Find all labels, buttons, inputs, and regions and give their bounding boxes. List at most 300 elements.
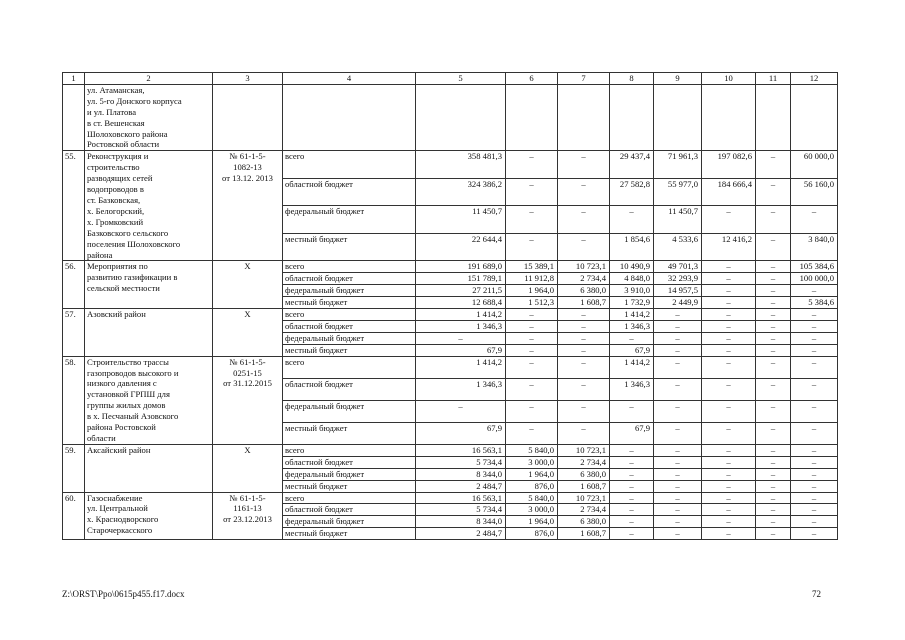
text-line: в ст. Вешенская — [87, 117, 145, 128]
amount-cell: – — [610, 468, 654, 480]
amount-cell: 3 000,0 — [506, 456, 558, 468]
budget-table — [62, 72, 838, 540]
amount-cell: – — [506, 151, 558, 179]
empty-cell — [506, 84, 558, 150]
amount-cell: 1 414,2 — [610, 309, 654, 321]
amount-cell: 5 734,4 — [416, 456, 506, 468]
amount-cell: 1 346,3 — [610, 378, 654, 400]
text-line: № 61-1-5- — [229, 356, 266, 367]
amount-cell: 6 380,0 — [558, 468, 610, 480]
row-number-cell: 56. — [63, 261, 85, 309]
amount-cell: 324 386,2 — [416, 178, 506, 206]
amount-cell: 67,9 — [610, 422, 654, 444]
amount-cell: – — [654, 444, 702, 456]
funding-source-cell: областной бюджет — [283, 456, 416, 468]
amount-cell: – — [756, 378, 791, 400]
amount-cell: 1 414,2 — [416, 309, 506, 321]
amount-cell: 6 380,0 — [558, 516, 610, 528]
funding-source-cell: всего — [283, 261, 416, 273]
amount-cell: – — [610, 504, 654, 516]
amount-cell: – — [506, 332, 558, 344]
amount-cell: 6 380,0 — [558, 285, 610, 297]
empty-cell — [654, 84, 702, 150]
text-line: в х. Песчаный Азовского — [87, 411, 179, 422]
amount-cell: – — [702, 309, 756, 321]
amount-cell: 10 723,1 — [558, 492, 610, 504]
funding-source-cell: федеральный бюджет — [283, 206, 416, 234]
text-line: Газоснабжение — [87, 492, 143, 503]
amount-cell: 16 563,1 — [416, 444, 506, 456]
amount-cell: – — [558, 320, 610, 332]
amount-cell: – — [506, 378, 558, 400]
text-line: установкой ГРПШ для — [87, 389, 170, 400]
text-line: Ростовской области — [87, 139, 160, 150]
amount-cell: – — [654, 468, 702, 480]
amount-cell: 29 437,4 — [610, 151, 654, 179]
amount-cell: – — [791, 206, 838, 234]
header-row — [63, 73, 838, 85]
text-line: № 61-1-5- — [229, 492, 266, 503]
text-line: от 23.12.2013 — [223, 514, 272, 525]
amount-cell: – — [702, 285, 756, 297]
funding-source-cell: местный бюджет — [283, 480, 416, 492]
amount-cell: – — [756, 332, 791, 344]
table-row — [63, 444, 838, 456]
amount-cell: – — [791, 344, 838, 356]
amount-cell: 27 211,5 — [416, 285, 506, 297]
amount-cell: – — [654, 480, 702, 492]
amount-cell: – — [702, 261, 756, 273]
continuation-row — [63, 84, 838, 150]
text-line: Аксайский район — [87, 444, 151, 455]
table-row — [63, 356, 838, 378]
text-line: 1161-13 — [233, 503, 262, 514]
column-number-cell: 8 — [610, 73, 654, 85]
amount-cell: – — [702, 468, 756, 480]
amount-cell: – — [558, 233, 610, 261]
amount-cell: 2 734,4 — [558, 456, 610, 468]
funding-source-cell: областной бюджет — [283, 320, 416, 332]
amount-cell: – — [654, 516, 702, 528]
amount-cell: 1 964,0 — [506, 468, 558, 480]
amount-cell: 1 608,7 — [558, 528, 610, 540]
amount-cell: 2 484,7 — [416, 480, 506, 492]
amount-cell: 1 414,2 — [416, 356, 506, 378]
amount-cell: 3 910,0 — [610, 285, 654, 297]
text-line: низкого давления с — [87, 378, 157, 389]
text-line: 0251-15 — [233, 367, 262, 378]
amount-cell: – — [654, 422, 702, 444]
funding-source-cell: федеральный бюджет — [283, 400, 416, 422]
amount-cell: – — [702, 422, 756, 444]
amount-cell: 8 344,0 — [416, 468, 506, 480]
amount-cell: – — [791, 504, 838, 516]
text-line: Азовский район — [87, 309, 146, 320]
amount-cell: – — [654, 456, 702, 468]
amount-cell: – — [506, 400, 558, 422]
amount-cell: – — [791, 444, 838, 456]
amount-cell: 12 416,2 — [702, 233, 756, 261]
amount-cell: – — [702, 206, 756, 234]
funding-source-cell: областной бюджет — [283, 378, 416, 400]
amount-cell: 151 789,1 — [416, 273, 506, 285]
amount-cell: 71 961,3 — [654, 151, 702, 179]
amount-cell: 197 082,6 — [702, 151, 756, 179]
amount-cell: 4 533,6 — [654, 233, 702, 261]
amount-cell: – — [702, 297, 756, 309]
amount-cell: – — [558, 206, 610, 234]
amount-cell: 11 450,7 — [654, 206, 702, 234]
amount-cell: – — [756, 456, 791, 468]
funding-source-cell: всего — [283, 356, 416, 378]
amount-cell: – — [756, 356, 791, 378]
amount-cell: – — [702, 344, 756, 356]
amount-cell: – — [654, 528, 702, 540]
amount-cell: – — [756, 422, 791, 444]
project-name-cell — [85, 444, 213, 492]
amount-cell: 60 000,0 — [791, 151, 838, 179]
amount-cell: 22 644,4 — [416, 233, 506, 261]
amount-cell: – — [654, 504, 702, 516]
amount-cell: – — [756, 309, 791, 321]
amount-cell: 5 840,0 — [506, 444, 558, 456]
amount-cell: – — [654, 344, 702, 356]
row-number-cell: 57. — [63, 309, 85, 357]
amount-cell: – — [702, 504, 756, 516]
amount-cell: – — [756, 468, 791, 480]
text-line: х. Громковский — [87, 216, 144, 227]
amount-cell: – — [756, 480, 791, 492]
amount-cell: 67,9 — [610, 344, 654, 356]
column-number-cell: 2 — [85, 73, 213, 85]
document-cell — [213, 356, 283, 444]
amount-cell: 184 666,4 — [702, 178, 756, 206]
text-line: области — [87, 433, 116, 443]
amount-cell: 5 384,6 — [791, 297, 838, 309]
amount-cell: – — [558, 151, 610, 179]
amount-cell: 2 734,4 — [558, 273, 610, 285]
column-number-cell: 4 — [283, 73, 416, 85]
amount-cell: 10 723,1 — [558, 261, 610, 273]
amount-cell: 1 346,3 — [610, 320, 654, 332]
amount-cell: 1 512,3 — [506, 297, 558, 309]
amount-cell: 67,9 — [416, 422, 506, 444]
document-cell — [213, 261, 283, 309]
project-name-cell — [85, 261, 213, 309]
amount-cell: 1 414,2 — [610, 356, 654, 378]
amount-cell: – — [654, 378, 702, 400]
amount-cell: 11 912,8 — [506, 273, 558, 285]
amount-cell: – — [610, 206, 654, 234]
empty-cell — [213, 84, 283, 150]
empty-cell — [702, 84, 756, 150]
amount-cell: – — [702, 480, 756, 492]
funding-source-cell: всего — [283, 492, 416, 504]
amount-cell: – — [654, 309, 702, 321]
amount-cell: – — [702, 492, 756, 504]
text-line: Мероприятия по — [87, 261, 148, 272]
text-line: Реконструкция и — [87, 151, 149, 162]
amount-cell: 1 732,9 — [610, 297, 654, 309]
amount-cell: – — [506, 178, 558, 206]
amount-cell: – — [702, 356, 756, 378]
amount-cell: – — [610, 516, 654, 528]
empty-cell — [791, 84, 838, 150]
amount-cell: – — [756, 444, 791, 456]
amount-cell: 1 346,3 — [416, 378, 506, 400]
amount-cell: – — [506, 320, 558, 332]
amount-cell: 1 964,0 — [506, 285, 558, 297]
column-number-cell: 11 — [756, 73, 791, 85]
funding-source-cell: областной бюджет — [283, 178, 416, 206]
column-number-cell: 10 — [702, 73, 756, 85]
text-line: и ул. Платова — [87, 106, 137, 117]
amount-cell: – — [610, 332, 654, 344]
amount-cell: – — [558, 422, 610, 444]
amount-cell: – — [791, 456, 838, 468]
amount-cell: – — [558, 178, 610, 206]
amount-cell: – — [506, 422, 558, 444]
amount-cell: – — [416, 332, 506, 344]
amount-cell: – — [558, 356, 610, 378]
empty-cell — [610, 84, 654, 150]
text-line: х. Белогорский, — [87, 205, 145, 216]
amount-cell: 1 854,6 — [610, 233, 654, 261]
project-name-cell — [85, 309, 213, 357]
amount-cell: – — [791, 356, 838, 378]
row-number-cell: 60. — [63, 492, 85, 540]
project-name-cell — [85, 151, 213, 261]
row-number-cell: 55. — [63, 151, 85, 261]
amount-cell: – — [506, 233, 558, 261]
amount-cell: 105 384,6 — [791, 261, 838, 273]
text-line: сельской местности — [87, 283, 160, 294]
funding-source-cell: федеральный бюджет — [283, 468, 416, 480]
funding-source-cell: всего — [283, 309, 416, 321]
text-line: ул. Центральной — [87, 503, 148, 514]
amount-cell: – — [791, 285, 838, 297]
amount-cell: 49 701,3 — [654, 261, 702, 273]
amount-cell: – — [558, 344, 610, 356]
amount-cell: 2 734,4 — [558, 504, 610, 516]
amount-cell: 1 608,7 — [558, 297, 610, 309]
empty-cell — [283, 84, 416, 150]
amount-cell: – — [654, 332, 702, 344]
row-number-cell — [63, 84, 85, 150]
funding-source-cell: федеральный бюджет — [283, 332, 416, 344]
amount-cell: – — [756, 285, 791, 297]
amount-cell: – — [791, 332, 838, 344]
column-number-cell: 3 — [213, 73, 283, 85]
amount-cell: – — [654, 356, 702, 378]
amount-cell: – — [791, 468, 838, 480]
amount-cell: – — [756, 528, 791, 540]
amount-cell: 100 000,0 — [791, 273, 838, 285]
text-line: района — [87, 249, 113, 260]
funding-source-cell: местный бюджет — [283, 528, 416, 540]
amount-cell: 56 160,0 — [791, 178, 838, 206]
amount-cell: 1 346,3 — [416, 320, 506, 332]
project-name-cell — [85, 492, 213, 540]
text-line: Старочеркасского — [87, 525, 153, 536]
amount-cell: 5 840,0 — [506, 492, 558, 504]
row-number-cell: 59. — [63, 444, 85, 492]
text-line: х. Краснодворского — [87, 514, 159, 525]
amount-cell: – — [756, 178, 791, 206]
text-line: Х — [244, 309, 251, 320]
amount-cell: – — [756, 516, 791, 528]
amount-cell: 67,9 — [416, 344, 506, 356]
funding-source-cell: всего — [283, 444, 416, 456]
funding-source-cell: местный бюджет — [283, 422, 416, 444]
amount-cell: 2 449,9 — [654, 297, 702, 309]
text-line: Базковского сельского — [87, 227, 169, 238]
table-row — [63, 492, 838, 504]
amount-cell: – — [610, 456, 654, 468]
text-line: ул. 5-го Донского корпуса — [87, 95, 182, 106]
document-cell — [213, 492, 283, 540]
document-cell — [213, 151, 283, 261]
amount-cell: 2 484,7 — [416, 528, 506, 540]
footer-file-path: Z:\ORST\Ppo\0615p455.f17.docx — [62, 589, 185, 599]
amount-cell: 8 344,0 — [416, 516, 506, 528]
column-number-cell: 6 — [506, 73, 558, 85]
amount-cell: 10 723,1 — [558, 444, 610, 456]
amount-cell: – — [558, 332, 610, 344]
amount-cell: – — [791, 320, 838, 332]
amount-cell: – — [756, 206, 791, 234]
amount-cell: – — [756, 400, 791, 422]
amount-cell: 32 293,9 — [654, 273, 702, 285]
amount-cell: 27 582,8 — [610, 178, 654, 206]
project-name-cell — [85, 356, 213, 444]
funding-source-cell: всего — [283, 151, 416, 179]
funding-source-cell: областной бюджет — [283, 504, 416, 516]
amount-cell: 1 964,0 — [506, 516, 558, 528]
amount-cell: – — [506, 309, 558, 321]
amount-cell: – — [702, 273, 756, 285]
funding-source-cell: местный бюджет — [283, 344, 416, 356]
amount-cell: 14 957,5 — [654, 285, 702, 297]
amount-cell: – — [791, 480, 838, 492]
amount-cell: – — [416, 400, 506, 422]
amount-cell: – — [558, 400, 610, 422]
text-line: Х — [244, 261, 251, 272]
amount-cell: – — [791, 378, 838, 400]
text-line: водопроводов в — [87, 184, 144, 195]
text-line: газопроводов высокого и — [87, 367, 179, 378]
amount-cell: – — [702, 332, 756, 344]
amount-cell: – — [506, 206, 558, 234]
budget-table-page — [62, 72, 837, 540]
column-number-cell: 7 — [558, 73, 610, 85]
amount-cell: 3 000,0 — [506, 504, 558, 516]
amount-cell: – — [756, 320, 791, 332]
column-number-cell: 12 — [791, 73, 838, 85]
funding-source-cell: областной бюджет — [283, 273, 416, 285]
amount-cell: – — [791, 422, 838, 444]
text-line: группы жилых домов — [87, 400, 166, 411]
amount-cell: 5 734,4 — [416, 504, 506, 516]
amount-cell: 3 840,0 — [791, 233, 838, 261]
amount-cell: – — [702, 444, 756, 456]
amount-cell: 12 688,4 — [416, 297, 506, 309]
funding-source-cell: местный бюджет — [283, 297, 416, 309]
text-line: Шолоховского района — [87, 128, 168, 139]
text-line: строительство — [87, 162, 140, 173]
document-cell — [213, 444, 283, 492]
amount-cell: – — [610, 528, 654, 540]
amount-cell: – — [558, 309, 610, 321]
table-row — [63, 261, 838, 273]
row-number-cell: 58. — [63, 356, 85, 444]
funding-source-cell: федеральный бюджет — [283, 516, 416, 528]
table-row — [63, 151, 838, 179]
text-line: ул. Атаманская, — [87, 84, 145, 95]
amount-cell: – — [506, 356, 558, 378]
amount-cell: – — [756, 261, 791, 273]
amount-cell: 55 977,0 — [654, 178, 702, 206]
amount-cell: – — [756, 273, 791, 285]
table-row — [63, 309, 838, 321]
amount-cell: 876,0 — [506, 480, 558, 492]
amount-cell: – — [702, 400, 756, 422]
amount-cell: – — [756, 233, 791, 261]
amount-cell: – — [610, 480, 654, 492]
amount-cell: – — [756, 344, 791, 356]
text-line: № 61-1-5- — [229, 151, 266, 162]
amount-cell: – — [791, 516, 838, 528]
document-cell — [213, 309, 283, 357]
amount-cell: 358 481,3 — [416, 151, 506, 179]
amount-cell: – — [791, 309, 838, 321]
amount-cell: – — [558, 378, 610, 400]
empty-cell — [416, 84, 506, 150]
amount-cell: – — [610, 444, 654, 456]
amount-cell: – — [756, 151, 791, 179]
column-number-cell: 5 — [416, 73, 506, 85]
column-number-cell: 1 — [63, 73, 85, 85]
amount-cell: 16 563,1 — [416, 492, 506, 504]
empty-cell — [558, 84, 610, 150]
funding-source-cell: федеральный бюджет — [283, 285, 416, 297]
amount-cell: – — [654, 320, 702, 332]
amount-cell: 15 389,1 — [506, 261, 558, 273]
text-line: Строительство трассы — [87, 356, 169, 367]
amount-cell: – — [702, 320, 756, 332]
amount-cell: – — [702, 528, 756, 540]
text-line: разводящих сетей — [87, 173, 153, 184]
text-line: Х — [244, 444, 251, 455]
amount-cell: 191 689,0 — [416, 261, 506, 273]
amount-cell: – — [756, 504, 791, 516]
amount-cell: – — [506, 344, 558, 356]
text-line: района Ростовской — [87, 422, 156, 433]
column-number-cell: 9 — [654, 73, 702, 85]
text-line: от 13.12. 2013 — [222, 173, 273, 184]
text-line: ст. Базковская, — [87, 194, 141, 205]
amount-cell: – — [610, 400, 654, 422]
amount-cell: – — [756, 297, 791, 309]
amount-cell: – — [702, 516, 756, 528]
amount-cell: – — [791, 400, 838, 422]
funding-source-cell: местный бюджет — [283, 233, 416, 261]
text-line: развитию газификации в — [87, 272, 178, 283]
amount-cell: – — [756, 492, 791, 504]
amount-cell: – — [610, 492, 654, 504]
amount-cell: – — [791, 492, 838, 504]
amount-cell: 11 450,7 — [416, 206, 506, 234]
